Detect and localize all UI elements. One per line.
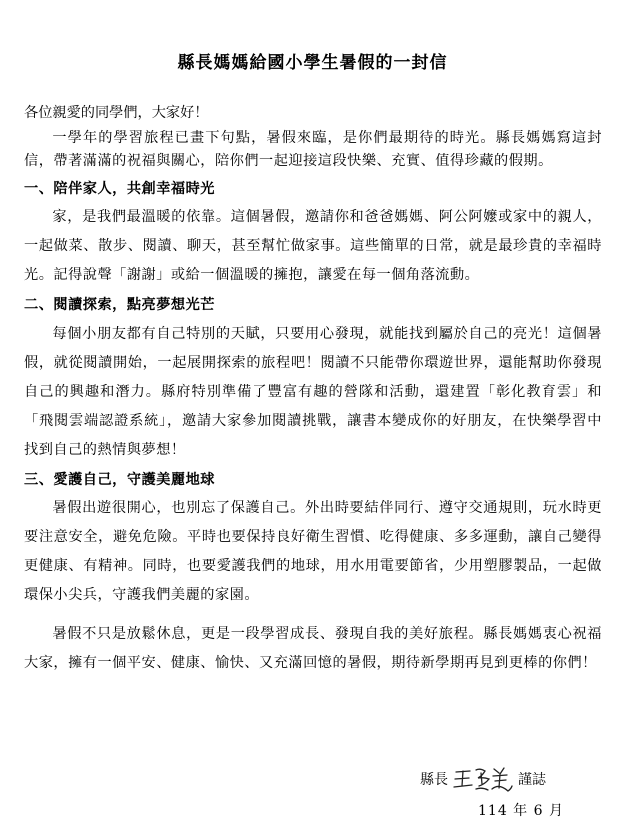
letter-content	[24, 102, 602, 692]
section-1-body: 家，是我們最溫暖的依靠。這個暑假，邀請你和爸爸媽媽、阿公阿嬤或家中的親人，一起做菜、散步、閱讀、聊天，甚至幫忙做家事。這些簡單的日常，就是最珍貴的幸福時光。記得說聲「謝謝」或給一個溫暖的擁抱，讓愛在每一個角落流動。	[24, 209, 602, 283]
signature-prefix: 縣長	[420, 772, 448, 788]
greeting: 各位親愛的同學們，大家好！	[24, 105, 209, 121]
closing-paragraph: 暑假不只是放鬆休息，更是一段學習成長、發現自我的美好旅程。縣長媽媽衷心祝福大家，擁有一個平安、健康、愉快、又充滿回憶的暑假，期待新學期再見到更棒的你們！	[24, 626, 602, 671]
section-2-body: 每個小朋友都有自己特別的天賦，只要用心發現，就能找到屬於自己的亮光！這個暑假，就從閱讀開始，一起展開探索的旅程吧！閱讀不只能帶你環遊世界，還能幫助你發現自己的興趣和潛力。縣府特別準備了豐富有趣的營隊和活動，還建置「彰化教育雲」和「飛閱雲端認證系統」，邀請大家參加閱讀挑戰，讓書本變成你的好朋友，在快樂學習中找到自己的熱情與夢想！	[24, 325, 602, 458]
letter-title: 縣長媽媽給國小學生暑假的一封信	[177, 53, 448, 73]
signature-block	[420, 764, 546, 794]
section-3-body: 暑假出遊很開心，也別忘了保護自己。外出時要結伴同行、遵守交通規則，玩水時更要注意安全，避免危險。平時也要保持良好衛生習慣、吃得健康、多多運動，讓自己變得更健康、有精神。同時，也要愛護我們的地球，用水用電要節省，少用塑膠製品，一起做環保小尖兵，守護我們美麗的家園。	[24, 500, 602, 603]
section-2-heading: 二、閱讀探索，點亮夢想光芒	[24, 297, 215, 313]
signature-suffix: 謹誌	[518, 772, 546, 788]
letter-date: 114 年 6 月	[478, 803, 564, 819]
section-3-heading: 三、愛護自己，守護美麗地球	[24, 471, 215, 488]
handwritten-signature	[452, 764, 514, 794]
intro-paragraph: 一學年的學習旅程已畫下句點，暑假來臨，是你們最期待的時光。縣長媽媽寫這封信，帶著滿滿的祝福與關心，陪你們一起迎接這段快樂、充實、值得珍藏的假期。	[24, 129, 602, 169]
section-1-heading: 一、陪伴家人，共創幸福時光	[24, 180, 215, 197]
